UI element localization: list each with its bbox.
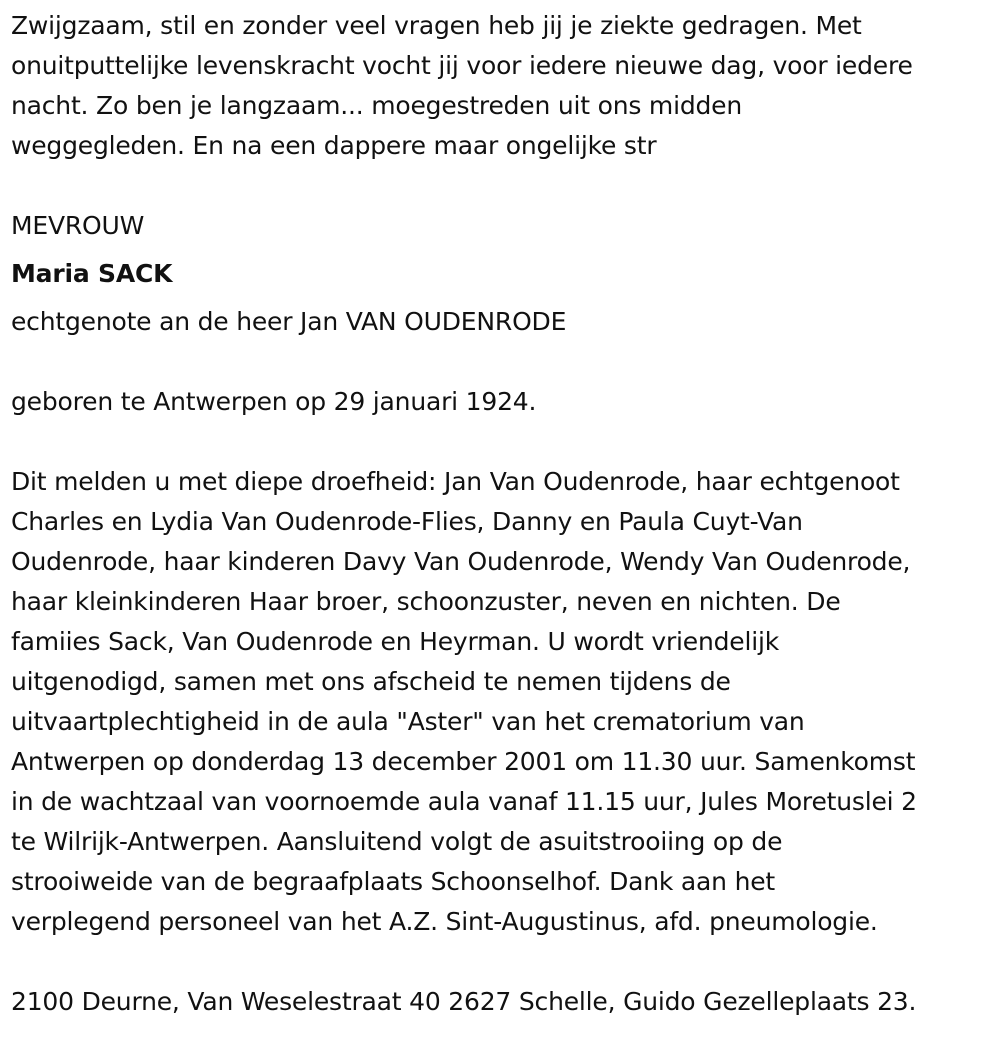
intro-line: nacht. Zo ben je langzaam... moegestreden uit ons midden xyxy=(11,91,742,120)
deceased-name: Maria SACK xyxy=(11,259,173,288)
intro-line: onuitputtelijke levenskracht vocht jij voor iedere nieuwe dag, voor iedere xyxy=(11,51,913,80)
announcement-line: uitgenodigd, samen met ons afscheid te nemen tijdens de xyxy=(11,667,731,696)
intro-paragraph xyxy=(11,6,991,166)
announcement-line: uitvaartplechtigheid in de aula "Aster" van het crematorium van xyxy=(11,707,805,736)
obituary-document xyxy=(11,6,991,1022)
address-line: 2100 Deurne, Van Weselestraat 40 2627 Schelle, Guido Gezelleplaats 23. xyxy=(11,987,917,1016)
announcement-line: te Wilrijk-Antwerpen. Aansluitend volgt de asuitstrooiing op de xyxy=(11,827,783,856)
birth-line: geboren te Antwerpen op 29 januari 1924. xyxy=(11,387,537,416)
announcement-line: Oudenrode, haar kinderen Davy Van Oudenrode, Wendy Van Oudenrode, xyxy=(11,547,911,576)
spouse-line: echtgenote an de heer Jan VAN OUDENRODE xyxy=(11,307,567,336)
announcement-line: verplegend personeel van het A.Z. Sint-Augustinus, afd. pneumologie. xyxy=(11,907,878,936)
deceased-title: MEVROUW xyxy=(11,211,145,240)
intro-line: Zwijgzaam, stil en zonder veel vragen heb jij je ziekte gedragen. Met xyxy=(11,11,862,40)
announcement-line: haar kleinkinderen Haar broer, schoonzuster, neven en nichten. De xyxy=(11,587,841,616)
spacer xyxy=(11,166,991,206)
announcement-line: in de wachtzaal van voornoemde aula vanaf 11.15 uur, Jules Moretuslei 2 xyxy=(11,787,917,816)
announcement-line: Charles en Lydia Van Oudenrode-Flies, Danny en Paula Cuyt-Van xyxy=(11,507,803,536)
announcement-line: strooiweide van de begraafplaats Schoonselhof. Dank aan het xyxy=(11,867,775,896)
announcement-line: Antwerpen op donderdag 13 december 2001 om 11.30 uur. Samenkomst xyxy=(11,747,916,776)
announcement-line: famiies Sack, Van Oudenrode en Heyrman. U wordt vriendelijk xyxy=(11,627,779,656)
spacer xyxy=(11,422,991,462)
spacer xyxy=(11,342,991,382)
intro-line: weggegleden. En na een dappere maar ongelijke str xyxy=(11,131,657,160)
announcement-paragraph xyxy=(11,462,991,942)
announcement-line: Dit melden u met diepe droefheid: Jan Van Oudenrode, haar echtgenoot xyxy=(11,467,900,496)
spacer xyxy=(11,942,991,982)
